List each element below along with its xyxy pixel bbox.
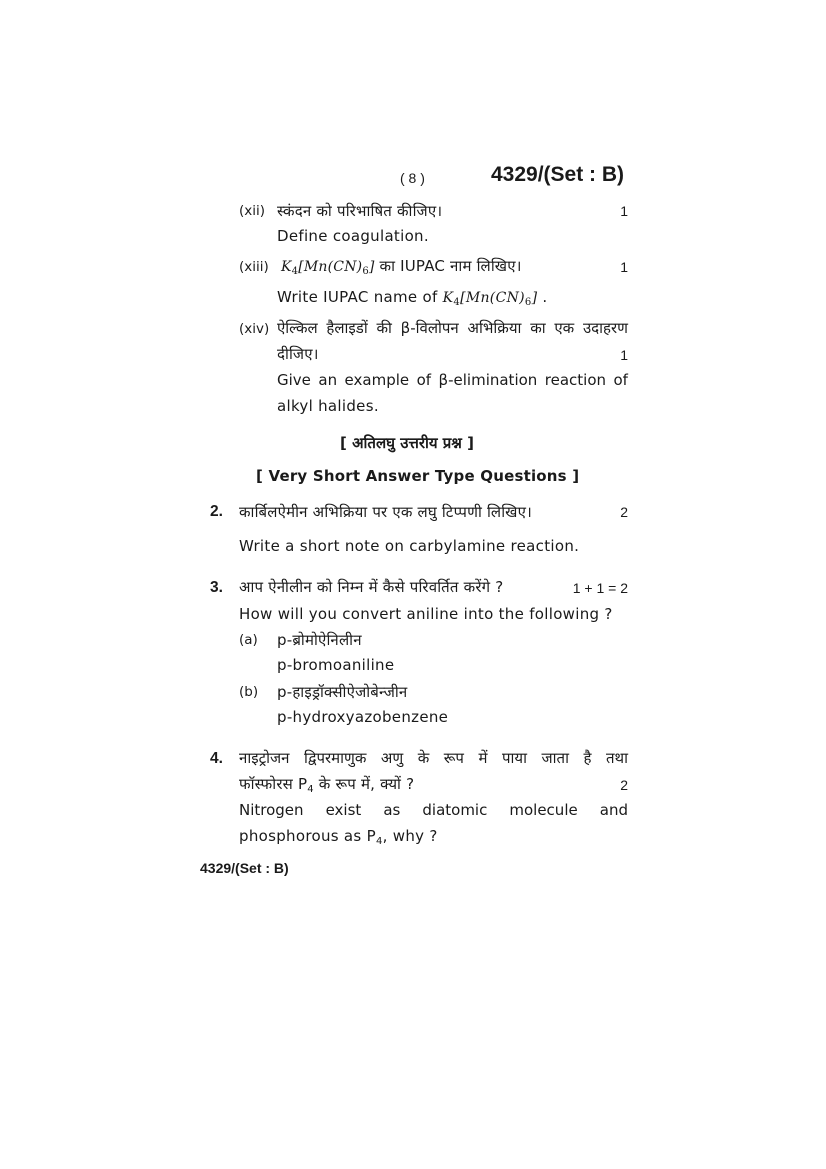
question-english-line1: Nitrogen exist as diatomic molecule and <box>239 801 628 819</box>
question-number: 2. <box>210 503 223 520</box>
question-hindi: आप ऐनीलीन को निम्न में कैसे परिवर्तित करेंगे ? <box>239 578 504 596</box>
question-hindi-line2: दीजिए। <box>277 345 319 363</box>
part-hindi: p-हाइड्रॉक्सीऐजोबेन्जीन <box>277 683 408 701</box>
question-label: (xii) <box>239 203 266 219</box>
question-english: Write IUPAC name of $K_4[Mn(CN)_6]$ . <box>277 288 548 308</box>
section-heading-english: [ Very Short Answer Type Questions ] <box>256 467 580 485</box>
question-english: How will you convert aniline into the following ? <box>239 605 613 623</box>
question-hindi: $K_4[Mn(CN)_6]$ का IUPAC नाम लिखिए। <box>281 257 522 277</box>
part-english: p-bromoaniline <box>277 656 395 674</box>
part-english: p-hydroxyazobenzene <box>277 708 449 726</box>
question-english: Write a short note on carbylamine reaction. <box>239 537 580 555</box>
marks: 1 <box>620 347 628 363</box>
question-hindi-line1: ऐल्किल हैलाइडों की β-विलोपन अभिक्रिया का एक उदाहरण <box>277 319 628 337</box>
question-number: 3. <box>210 579 223 596</box>
question-hindi-line1: नाइट्रोजन द्विपरमाणुक अणु के रूप में पाया जाता है तथा <box>239 749 628 767</box>
paper-code-footer: 4329/(Set : B) <box>200 860 289 876</box>
question-label: (xiii) <box>239 259 269 275</box>
question-english-line2: phosphorous as $P_4$, why ? <box>239 827 438 847</box>
question-label: (xiv) <box>239 321 270 337</box>
part-label: (b) <box>239 684 259 700</box>
question-hindi: स्कंदन को परिभाषित कीजिए। <box>277 202 443 220</box>
question-hindi: कार्बिलऐमीन अभिक्रिया पर एक लघु टिप्पणी लिखिए। <box>239 503 533 521</box>
question-english: Define coagulation. <box>277 227 429 245</box>
formula: $K_4[Mn(CN)_6]$ <box>442 290 538 308</box>
marks: 1 + 1 = 2 <box>572 580 628 596</box>
page-number: ( 8 ) <box>400 170 425 186</box>
part-hindi: p-ब्रोमोऐनिलीन <box>277 631 362 649</box>
question-english-line1: Give an example of β-elimination reaction of <box>277 371 628 389</box>
section-heading-hindi: [ अतिलघु उत्तरीय प्रश्न ] <box>340 434 474 452</box>
formula: $K_4[Mn(CN)_6]$ <box>281 259 375 277</box>
marks: 1 <box>620 259 628 275</box>
question-number: 4. <box>210 750 223 767</box>
question-hindi-line2: फॉस्फोरस $P_4$ के रूप में, क्यों ? <box>239 775 415 795</box>
part-label: (a) <box>239 632 258 648</box>
marks: 2 <box>620 777 628 793</box>
marks: 1 <box>620 203 628 219</box>
marks: 2 <box>620 504 628 520</box>
question-english-line2: alkyl halides. <box>277 397 379 415</box>
paper-code-header: 4329/(Set : B) <box>491 163 625 186</box>
